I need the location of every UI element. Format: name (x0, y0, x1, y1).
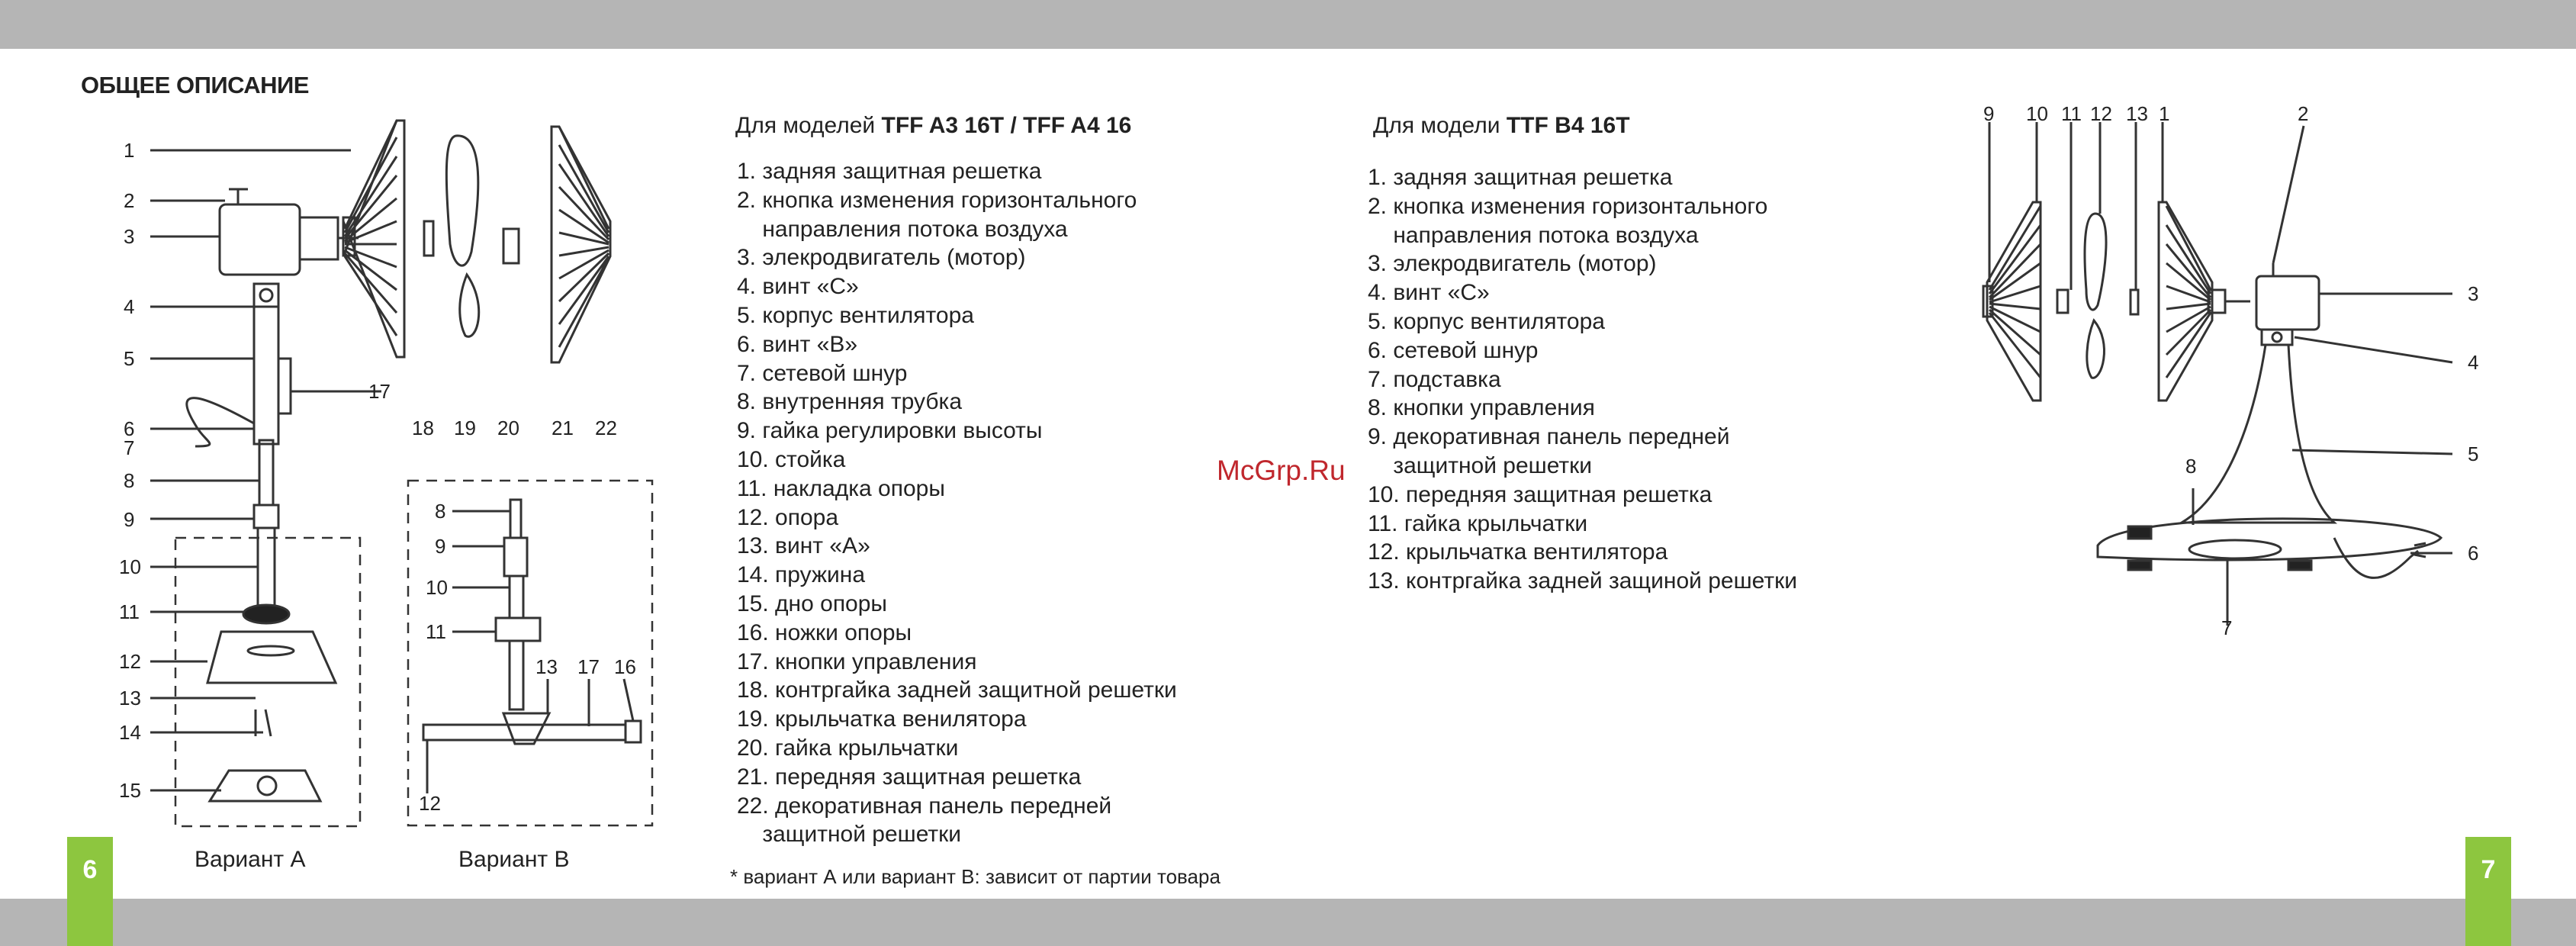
callout-18: 18 (412, 417, 434, 439)
callout-21: 21 (552, 417, 574, 439)
variant-b-box (408, 481, 652, 825)
callout-12: 12 (119, 650, 141, 673)
variant-b-caption: Вариант В (458, 847, 570, 872)
section-title: ОБЩЕЕ ОПИСАНИЕ (81, 72, 309, 98)
list-item: 19. крыльчатка венилятора (737, 706, 1027, 732)
col2-heading-prefix: Для модели (1373, 113, 1507, 138)
watermark: McGrp.Ru (1217, 455, 1346, 486)
r-callout-3: 3 (2468, 282, 2479, 305)
list-item: 10. стойка (737, 446, 846, 472)
col2-parts-list (1368, 163, 1797, 596)
r-callout-13: 13 (2126, 102, 2148, 125)
callout-b-8: 8 (435, 500, 446, 523)
list-item: 8. внутренняя трубка (737, 389, 963, 415)
callout-b-16: 16 (614, 655, 636, 678)
list-item: 11. накладка опоры (737, 475, 945, 501)
callout-b-9: 9 (435, 535, 446, 558)
r-callout-10: 10 (2026, 102, 2048, 125)
list-item: 4. винт «С» (1368, 280, 1490, 306)
col1-heading-models: TFF A3 16T / TFF A4 16 (881, 113, 1132, 138)
callout-7: 7 (124, 436, 135, 459)
callout-b-13: 13 (535, 655, 558, 678)
list-item: защитной решетки (737, 822, 962, 848)
list-item: 17. кнопки управления (737, 648, 977, 674)
callout-13: 13 (119, 687, 141, 710)
r-callout-5: 5 (2468, 442, 2479, 465)
callout-b-10: 10 (426, 576, 448, 599)
list-item: 4. винт «С» (737, 274, 859, 300)
motor-housing (220, 204, 300, 275)
callout-5: 5 (124, 347, 135, 370)
list-item: 14. пружина (737, 562, 866, 588)
callout-10: 10 (119, 555, 141, 578)
list-item: 20. гайка крыльчатки (737, 735, 959, 761)
list-item: 1. задняя защитная решетка (737, 159, 1042, 184)
r-callout-11: 11 (2061, 102, 2082, 125)
fan-base (207, 632, 336, 683)
fan-body (254, 307, 278, 444)
callout-8: 8 (124, 469, 135, 492)
r-callout-12: 12 (2090, 102, 2112, 125)
col1-heading (735, 113, 1131, 139)
list-item: 7. подставка (1368, 366, 1501, 392)
r-callout-1: 1 (2159, 102, 2170, 125)
list-item: 13. винт «А» (737, 533, 870, 559)
front-grille (552, 127, 610, 362)
list-item: 9. декоративная панель передней (1368, 424, 1730, 450)
list-item: 13. контргайка задней защиной решетки (1368, 568, 1797, 594)
callout-14: 14 (119, 721, 141, 744)
impeller (446, 136, 478, 265)
list-item: направления потока воздуха (1368, 222, 1699, 248)
list-item: защитной решетки (1368, 452, 1593, 478)
callout-b-12: 12 (419, 792, 441, 815)
list-item: 3. элекродвигатель (мотор) (1368, 251, 1657, 277)
r-callout-2: 2 (2298, 102, 2309, 125)
callout-15: 15 (119, 779, 141, 802)
variant-a-caption: Вариант А (195, 847, 306, 872)
page-number-left: 6 (67, 837, 113, 946)
list-item: 6. винт «В» (737, 331, 858, 357)
list-item: 11. гайка крыльчатки (1368, 510, 1588, 536)
r-callout-4: 4 (2468, 351, 2479, 374)
list-item: 18. контргайка задней защитной решетки (737, 677, 1177, 703)
callout-6: 6 (124, 417, 135, 440)
list-item: 12. опора (737, 504, 839, 530)
callout-1: 1 (124, 139, 135, 162)
list-item: 10. передняя защитная решетка (1368, 481, 1713, 507)
col1-parts-list (737, 157, 1177, 849)
callout-19: 19 (454, 417, 476, 439)
list-item: 3. элекродвигатель (мотор) (737, 245, 1026, 271)
list-item: 16. ножки опоры (737, 619, 912, 645)
list-item: 12. крыльчатка вентилятора (1368, 539, 1668, 565)
callout-4: 4 (124, 295, 135, 318)
callout-17: 17 (368, 380, 391, 403)
list-item: 15. дно опоры (737, 590, 887, 616)
r-callout-6: 6 (2468, 542, 2479, 565)
list-item: 7. сетевой шнур (737, 360, 908, 386)
list-item: 21. передняя защитная решетка (737, 764, 1082, 790)
callout-22: 22 (595, 417, 617, 439)
list-item: 9. гайка регулировки высоты (737, 418, 1043, 444)
callout-3: 3 (124, 225, 135, 248)
list-item: 5. корпус вентилятора (1368, 308, 1605, 334)
col2-heading (1373, 113, 1630, 139)
callout-11: 11 (119, 600, 140, 623)
r-callout-7: 7 (2221, 616, 2233, 639)
col1-heading-prefix: Для моделей (735, 113, 882, 138)
list-item: 1. задняя защитная решетка (1368, 165, 1673, 190)
col2-heading-models: TTF B4 16T (1506, 113, 1630, 138)
callout-20: 20 (497, 417, 519, 439)
r-callout-8: 8 (2185, 455, 2197, 478)
list-item: 8. кнопки управления (1368, 395, 1595, 421)
list-item: 6. сетевой шнур (1368, 337, 1539, 363)
list-item: 2. кнопка изменения горизонтального (1368, 193, 1768, 219)
list-item: 2. кнопка изменения горизонтального (737, 187, 1137, 213)
list-item: направления потока воздуха (737, 216, 1068, 242)
callout-b-17: 17 (577, 655, 600, 678)
list-item: 22. декоративная панель передней (737, 793, 1112, 819)
list-item: 5. корпус вентилятора (737, 302, 974, 328)
fan-diagram-right (1953, 99, 2487, 648)
callout-b-11: 11 (426, 620, 446, 643)
page-number-right: 7 (2465, 837, 2511, 946)
callout-9: 9 (124, 508, 135, 531)
callout-2: 2 (124, 189, 135, 212)
r-callout-9: 9 (1983, 102, 1995, 125)
footnote: * вариант А или вариант В: зависит от партии товара (730, 865, 1220, 888)
